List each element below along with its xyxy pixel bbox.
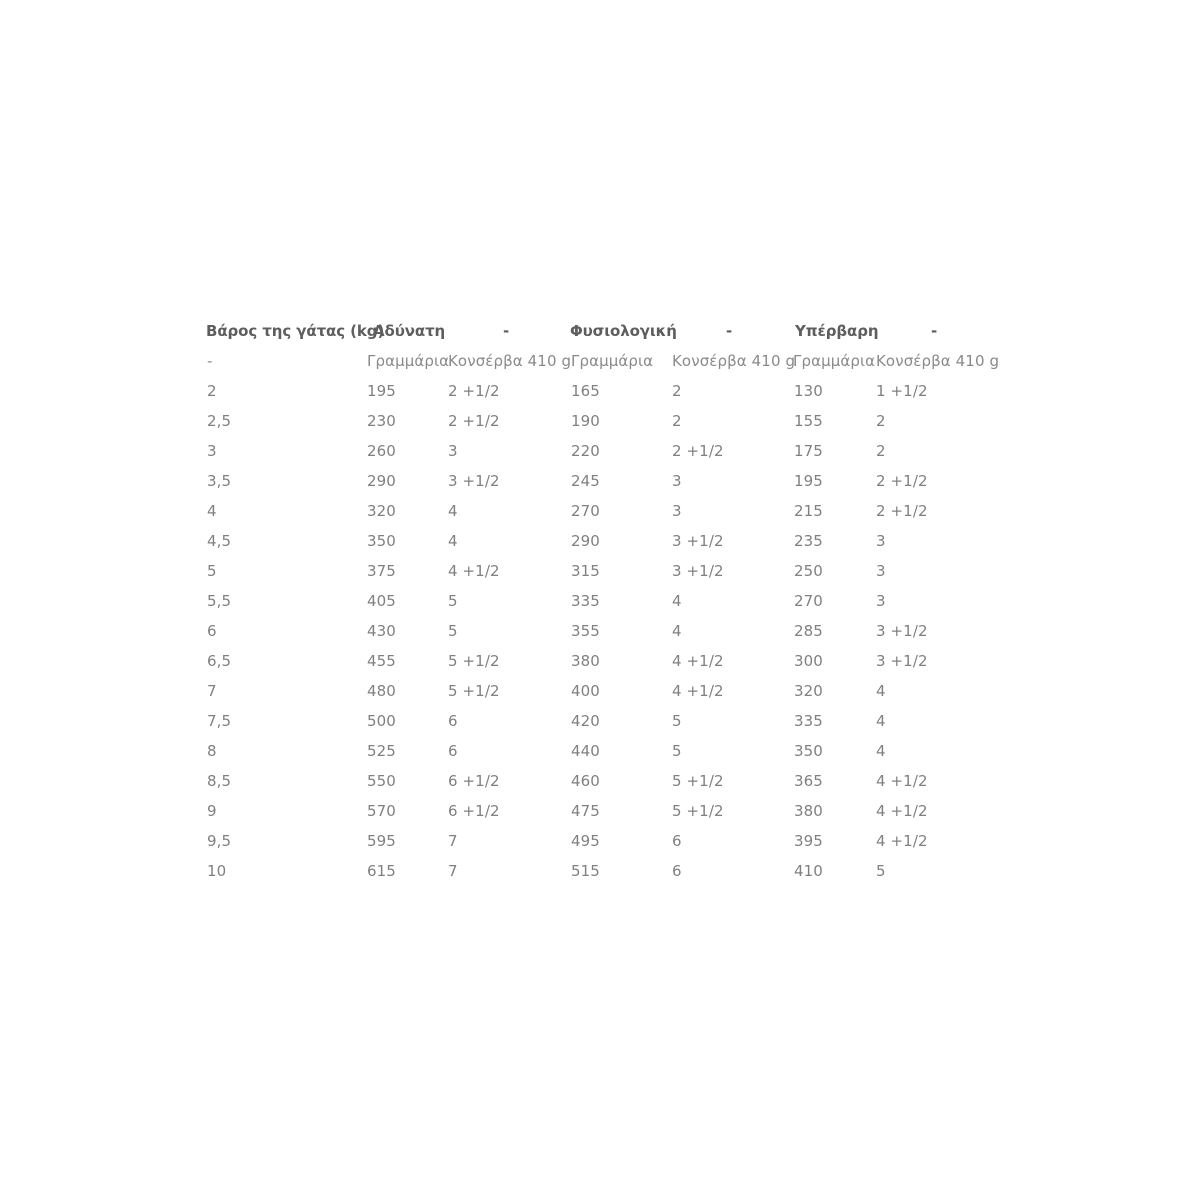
normal-cans-cell: 5 — [672, 712, 682, 730]
overweight-grams-cell: 130 — [794, 382, 823, 400]
normal-grams-cell: 400 — [571, 682, 600, 700]
thin-header: Αδύνατη — [373, 322, 446, 340]
normal-header: Φυσιολογική — [570, 322, 677, 340]
overweight-cans-cell: 2 — [876, 412, 886, 430]
overweight-cans-cell: 3 — [876, 562, 886, 580]
overweight-cans-cell: 4 +1/2 — [876, 802, 928, 820]
normal-grams-cell: 495 — [571, 832, 600, 850]
overweight-cans-cell: 4 — [876, 712, 886, 730]
normal-cans-cell: 2 — [672, 412, 682, 430]
thin-cans-cell: 4 — [448, 502, 458, 520]
normal-grams-cell: 420 — [571, 712, 600, 730]
weight-cell: 2 — [207, 382, 217, 400]
thin-grams-cell: 525 — [367, 742, 396, 760]
normal-cans-cell: 6 — [672, 862, 682, 880]
thin-cans-cell: 7 — [448, 832, 458, 850]
overweight-cans-cell: 2 +1/2 — [876, 472, 928, 490]
normal-grams-cell: 380 — [571, 652, 600, 670]
normal-grams-cell: 190 — [571, 412, 600, 430]
thin-grams-cell: 320 — [367, 502, 396, 520]
overweight-grams-cell: 215 — [794, 502, 823, 520]
weight-cell: 9 — [207, 802, 217, 820]
weight-cell: 6 — [207, 622, 217, 640]
thin-grams-cell: 260 — [367, 442, 396, 460]
thin-cans-cell: 6 — [448, 712, 458, 730]
thin-cans-cell: 5 +1/2 — [448, 682, 500, 700]
overweight-cans-cell: 3 +1/2 — [876, 652, 928, 670]
overweight-cans-cell: 3 — [876, 592, 886, 610]
weight-header: Βάρος της γάτας (kg) — [206, 322, 385, 340]
overweight-grams-cell: 235 — [794, 532, 823, 550]
normal-header-dash: - — [726, 322, 733, 340]
weight-cell: 7 — [207, 682, 217, 700]
thin-cans-cell: 6 +1/2 — [448, 802, 500, 820]
normal-grams-cell: 355 — [571, 622, 600, 640]
overweight-cans-cell: 4 +1/2 — [876, 772, 928, 790]
normal-cans-cell: 3 +1/2 — [672, 562, 724, 580]
thin-grams-cell: 480 — [367, 682, 396, 700]
overweight-grams-cell: 335 — [794, 712, 823, 730]
normal-cans-cell: 5 — [672, 742, 682, 760]
thin-cans-cell: 7 — [448, 862, 458, 880]
thin-cans-cell: 5 — [448, 622, 458, 640]
normal-grams-cell: 460 — [571, 772, 600, 790]
overweight-header-dash: - — [931, 322, 938, 340]
normal-cans-cell: 3 — [672, 502, 682, 520]
normal-cans-cell: 4 — [672, 622, 682, 640]
overweight-grams-cell: 365 — [794, 772, 823, 790]
weight-cell: 8,5 — [207, 772, 232, 790]
thin-grams-cell: 430 — [367, 622, 396, 640]
overweight-grams-cell: 395 — [794, 832, 823, 850]
normal-grams-cell: 515 — [571, 862, 600, 880]
overweight-grams-subheader: Γραμμάρια — [793, 352, 876, 370]
normal-grams-cell: 475 — [571, 802, 600, 820]
normal-grams-cell: 165 — [571, 382, 600, 400]
thin-grams-cell: 550 — [367, 772, 396, 790]
normal-cans-cell: 5 +1/2 — [672, 802, 724, 820]
normal-grams-cell: 335 — [571, 592, 600, 610]
overweight-header: Υπέρβαρη — [795, 322, 879, 340]
thin-cans-cell: 3 +1/2 — [448, 472, 500, 490]
overweight-cans-cell: 4 +1/2 — [876, 832, 928, 850]
overweight-cans-cell: 4 — [876, 742, 886, 760]
thin-cans-cell: 5 — [448, 592, 458, 610]
overweight-grams-cell: 410 — [794, 862, 823, 880]
weight-cell: 6,5 — [207, 652, 232, 670]
weight-cell: 5 — [207, 562, 217, 580]
thin-grams-cell: 595 — [367, 832, 396, 850]
thin-grams-cell: 500 — [367, 712, 396, 730]
overweight-cans-cell: 3 +1/2 — [876, 622, 928, 640]
thin-cans-cell: 3 — [448, 442, 458, 460]
overweight-grams-cell: 195 — [794, 472, 823, 490]
overweight-cans-cell: 1 +1/2 — [876, 382, 928, 400]
thin-grams-cell: 290 — [367, 472, 396, 490]
thin-cans-cell: 6 +1/2 — [448, 772, 500, 790]
weight-cell: 7,5 — [207, 712, 232, 730]
thin-grams-cell: 615 — [367, 862, 396, 880]
overweight-grams-cell: 285 — [794, 622, 823, 640]
thin-cans-cell: 4 +1/2 — [448, 562, 500, 580]
weight-cell: 2,5 — [207, 412, 232, 430]
overweight-cans-cell: 2 +1/2 — [876, 502, 928, 520]
weight-cell: 4,5 — [207, 532, 232, 550]
weight-cell: 5,5 — [207, 592, 232, 610]
overweight-cans-subheader: Κονσέρβα 410 g — [876, 352, 1000, 370]
thin-grams-cell: 455 — [367, 652, 396, 670]
thin-grams-cell: 405 — [367, 592, 396, 610]
normal-cans-cell: 3 +1/2 — [672, 532, 724, 550]
thin-cans-cell: 5 +1/2 — [448, 652, 500, 670]
normal-cans-cell: 4 +1/2 — [672, 682, 724, 700]
normal-cans-cell: 3 — [672, 472, 682, 490]
normal-grams-cell: 315 — [571, 562, 600, 580]
weight-cell: 10 — [207, 862, 227, 880]
thin-grams-subheader: Γραμμάρια — [367, 352, 450, 370]
overweight-grams-cell: 380 — [794, 802, 823, 820]
weight-subheader: - — [207, 352, 213, 370]
overweight-cans-cell: 2 — [876, 442, 886, 460]
normal-cans-subheader: Κονσέρβα 410 g — [672, 352, 796, 370]
overweight-grams-cell: 175 — [794, 442, 823, 460]
overweight-grams-cell: 300 — [794, 652, 823, 670]
overweight-grams-cell: 155 — [794, 412, 823, 430]
overweight-cans-cell: 5 — [876, 862, 886, 880]
normal-cans-cell: 6 — [672, 832, 682, 850]
thin-cans-cell: 4 — [448, 532, 458, 550]
weight-cell: 4 — [207, 502, 217, 520]
thin-grams-cell: 375 — [367, 562, 396, 580]
thin-grams-cell: 350 — [367, 532, 396, 550]
thin-cans-cell: 2 +1/2 — [448, 412, 500, 430]
normal-grams-cell: 220 — [571, 442, 600, 460]
weight-cell: 8 — [207, 742, 217, 760]
thin-cans-subheader: Κονσέρβα 410 g — [448, 352, 572, 370]
normal-cans-cell: 4 — [672, 592, 682, 610]
normal-grams-cell: 245 — [571, 472, 600, 490]
normal-cans-cell: 2 — [672, 382, 682, 400]
overweight-grams-cell: 350 — [794, 742, 823, 760]
weight-cell: 3,5 — [207, 472, 232, 490]
overweight-grams-cell: 250 — [794, 562, 823, 580]
overweight-cans-cell: 3 — [876, 532, 886, 550]
thin-grams-cell: 195 — [367, 382, 396, 400]
thin-cans-cell: 2 +1/2 — [448, 382, 500, 400]
thin-cans-cell: 6 — [448, 742, 458, 760]
normal-grams-cell: 290 — [571, 532, 600, 550]
weight-cell: 3 — [207, 442, 217, 460]
overweight-grams-cell: 270 — [794, 592, 823, 610]
normal-grams-cell: 270 — [571, 502, 600, 520]
overweight-grams-cell: 320 — [794, 682, 823, 700]
thin-grams-cell: 570 — [367, 802, 396, 820]
normal-grams-subheader: Γραμμάρια — [571, 352, 654, 370]
overweight-cans-cell: 4 — [876, 682, 886, 700]
weight-cell: 9,5 — [207, 832, 232, 850]
thin-header-dash: - — [503, 322, 510, 340]
thin-grams-cell: 230 — [367, 412, 396, 430]
normal-cans-cell: 5 +1/2 — [672, 772, 724, 790]
normal-cans-cell: 4 +1/2 — [672, 652, 724, 670]
normal-cans-cell: 2 +1/2 — [672, 442, 724, 460]
normal-grams-cell: 440 — [571, 742, 600, 760]
